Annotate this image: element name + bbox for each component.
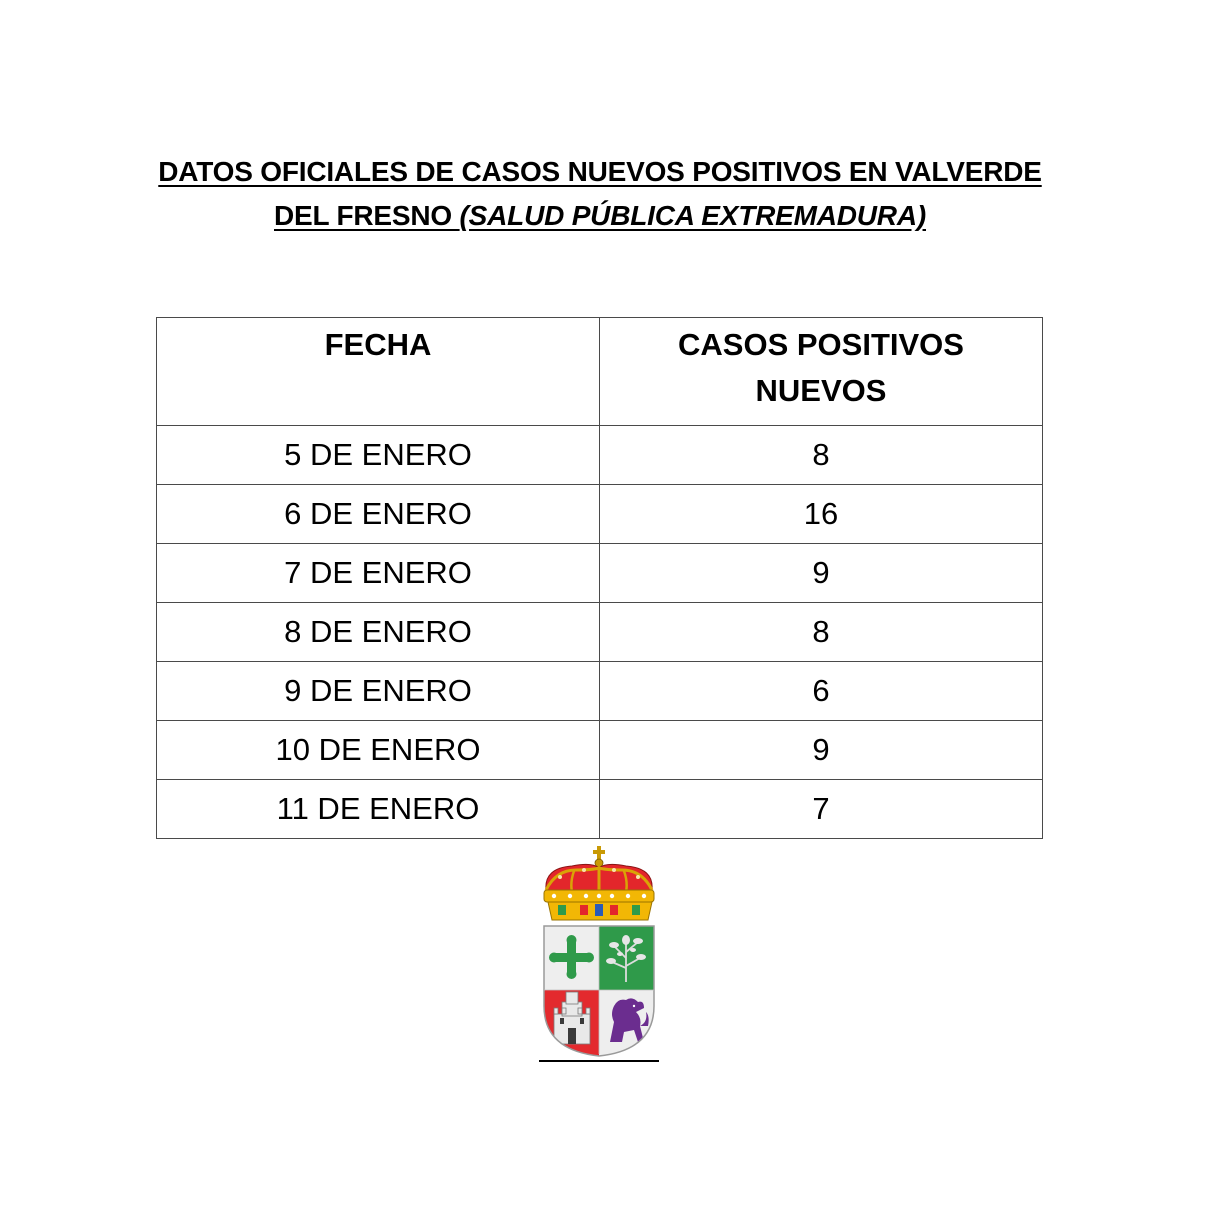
table-row xyxy=(157,485,1043,544)
table-row xyxy=(157,662,1043,721)
title-line-2-italic: (SALUD PÚBLICA EXTREMADURA) xyxy=(459,200,926,231)
cell-cases: 6 xyxy=(600,662,1043,721)
cell-date: 10 DE ENERO xyxy=(157,721,600,780)
table-row xyxy=(157,544,1043,603)
title-line-2 xyxy=(274,200,926,231)
document-title xyxy=(140,150,1060,238)
title-line-2-main: DEL FRESNO xyxy=(274,200,460,231)
cell-date: 11 DE ENERO xyxy=(157,780,600,839)
cell-cases: 8 xyxy=(600,603,1043,662)
table-row xyxy=(157,721,1043,780)
header-date: FECHA xyxy=(157,318,600,426)
table-row xyxy=(157,780,1043,839)
cases-table xyxy=(156,317,1043,839)
cell-date: 5 DE ENERO xyxy=(157,426,600,485)
cell-cases: 16 xyxy=(600,485,1043,544)
crown-icon xyxy=(544,846,654,920)
cell-date: 8 DE ENERO xyxy=(157,603,600,662)
cell-cases: 9 xyxy=(600,721,1043,780)
table-row xyxy=(157,426,1043,485)
cell-cases: 9 xyxy=(600,544,1043,603)
shield-icon xyxy=(544,926,654,1060)
header-cases-line-2: NUEVOS xyxy=(755,373,887,408)
header-cases-line-1: CASOS POSITIVOS xyxy=(678,327,964,362)
title-line-1: DATOS OFICIALES DE CASOS NUEVOS POSITIVOS EN VALVERDE xyxy=(158,156,1042,187)
cell-cases: 7 xyxy=(600,780,1043,839)
header-cases xyxy=(600,318,1043,426)
cell-cases: 8 xyxy=(600,426,1043,485)
table-header-row xyxy=(157,318,1043,426)
cell-date: 6 DE ENERO xyxy=(157,485,600,544)
cell-date: 9 DE ENERO xyxy=(157,662,600,721)
table-row xyxy=(157,603,1043,662)
cell-date: 7 DE ENERO xyxy=(157,544,600,603)
municipal-coat-of-arms-icon xyxy=(536,846,662,1064)
